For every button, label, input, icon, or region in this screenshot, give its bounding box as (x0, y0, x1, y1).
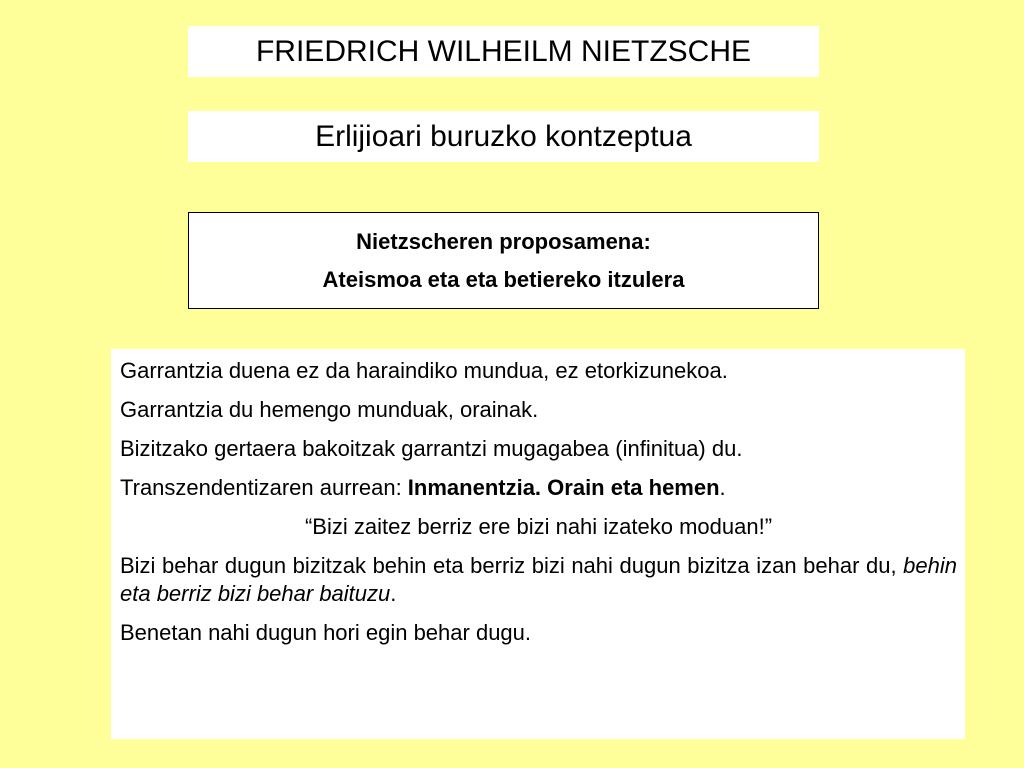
paragraph-4-emphasis: Inmanentzia. Orain eta hemen (407, 475, 720, 500)
title-box (188, 26, 819, 77)
page-subtitle: Erlijioari buruzko kontzeptua (315, 119, 692, 153)
subtitle-box (188, 111, 819, 162)
paragraph-4-suffix: . (719, 475, 726, 500)
content-box (111, 349, 965, 739)
paragraph-6-prefix: Bizi behar dugun bizitzak behin eta berriz bizi nahi dugun bizitza izan behar du, (120, 553, 904, 578)
paragraph-6-italic: behin eta berriz bizi behar baituzu (120, 553, 957, 606)
proposal-text: Ateismoa eta eta betiereko itzulera (322, 266, 685, 292)
proposal-heading: Nietzscheren proposamena: (356, 228, 651, 254)
page-title: FRIEDRICH WILHEILM NIETZSCHE (255, 34, 752, 68)
paragraph-2: Garrantzia du hemengo munduak, orainak. (120, 397, 539, 422)
paragraph-6 (120, 552, 957, 608)
paragraph-4 (120, 474, 957, 502)
proposal-box (188, 212, 819, 309)
paragraph-3: Bizitzako gertaera bakoitzak garrantzi mugagabea (infinitua) du. (120, 436, 743, 461)
paragraph-6-suffix: . (390, 581, 397, 606)
paragraph-1: Garrantzia duena ez da haraindiko mundua, ez etorkizunekoa. (120, 358, 728, 383)
paragraph-4-prefix: Transzendentizaren aurrean: (120, 475, 408, 500)
paragraph-7: Benetan nahi dugun hori egin behar dugu. (120, 620, 532, 645)
quote: “Bizi zaitez berriz ere bizi nahi izateko moduan!” (304, 514, 773, 539)
